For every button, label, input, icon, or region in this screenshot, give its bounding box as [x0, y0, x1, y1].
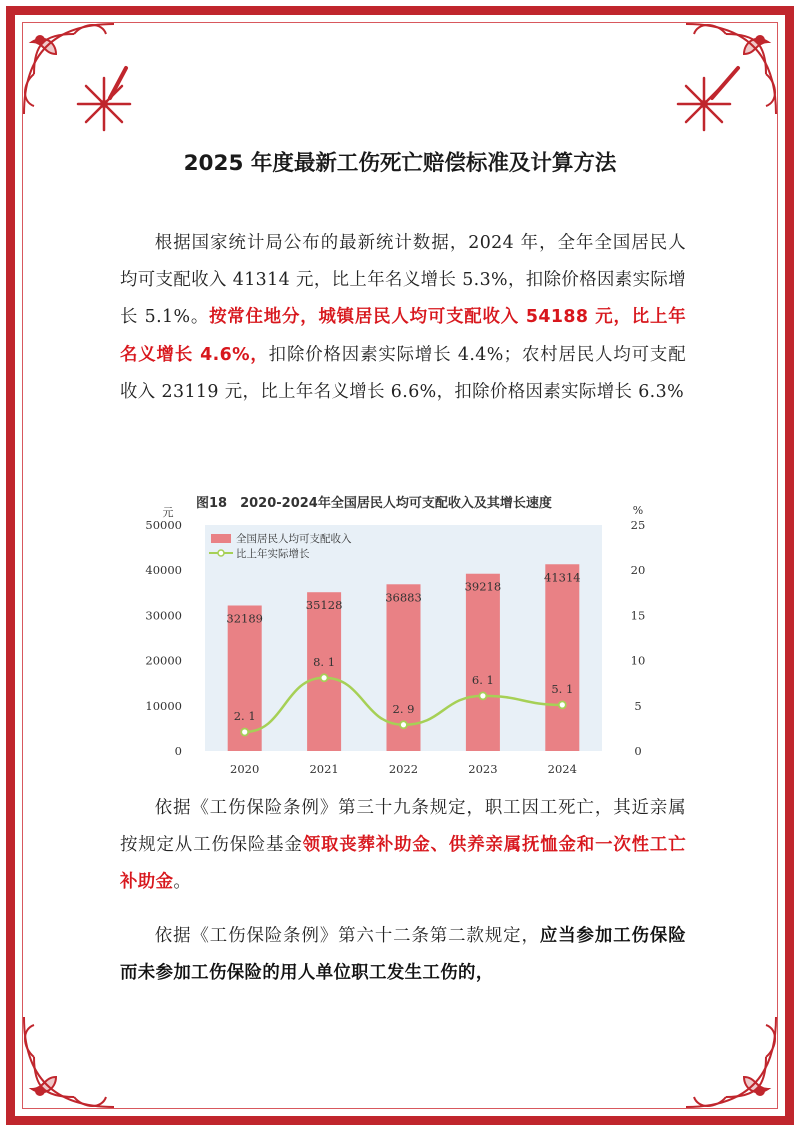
highlight-text: 领取丧葬补助金、供养亲属抚恤金和一次性工亡补助金	[120, 835, 686, 893]
x-tick-label: 2021	[309, 762, 339, 776]
firework-icon-left	[64, 64, 144, 144]
bar-value-label: 39218	[464, 579, 502, 594]
x-tick-label: 2024	[547, 762, 577, 776]
legend-bar-swatch	[211, 534, 231, 543]
left-tick-label: 50000	[145, 518, 182, 532]
growth-value-label: 8. 1	[313, 654, 336, 669]
growth-point-2021	[321, 674, 328, 681]
highlight-text: 按常住地分，城镇居民人均可支配收入 54188 元，比上年名义增长 4.6%，	[120, 307, 686, 365]
right-tick-label: 15	[630, 608, 646, 623]
x-tick-label: 2020	[230, 762, 260, 776]
firework-icon-right	[664, 64, 744, 144]
right-tick-label: 0	[634, 744, 642, 758]
right-axis-unit: %	[632, 504, 644, 517]
right-tick-label: 5	[634, 698, 642, 713]
growth-value-label: 5. 1	[551, 681, 574, 696]
paragraph-regulation-39	[120, 790, 686, 902]
left-tick-label: 20000	[145, 653, 182, 668]
bar-value-label: 41314	[544, 570, 581, 585]
bar-value-label: 36883	[385, 590, 422, 605]
chart-caption: 图18 2020-2024年全国居民人均可支配收入及其增长速度	[196, 496, 552, 511]
bar-value-label: 35128	[305, 598, 343, 613]
bar-2024	[545, 564, 579, 751]
paragraph-income-stats	[120, 225, 686, 411]
growth-point-2020	[241, 729, 248, 736]
right-tick-label: 25	[630, 518, 646, 532]
legend-line-marker	[218, 550, 224, 556]
growth-value-label: 2. 9	[392, 701, 415, 716]
bold-text: 应当参加工伤保险而未参加工伤保险的用人单位职工发生工伤的，	[120, 926, 687, 984]
growth-point-2023	[479, 692, 486, 699]
bar-value-label: 32189	[226, 611, 263, 626]
right-tick-label: 20	[630, 563, 646, 578]
growth-point-2022	[400, 721, 407, 728]
growth-value-label: 2. 1	[233, 709, 256, 724]
growth-point-2024	[559, 701, 566, 708]
paragraph-regulation-62	[120, 918, 686, 992]
left-tick-label: 0	[174, 744, 182, 758]
paragraph-text: 。	[173, 872, 192, 893]
paragraph-text: 扣除价格因素实际增长 4.4%；农村居民人均可支配收入 23119 元，比上年名义增长 6.6%，扣除价格因素实际增长 6.3%	[120, 344, 686, 402]
left-tick-label: 30000	[145, 608, 182, 623]
paragraph-text: 根据国家统计局公布的最新统计数据，2024 年，全年全国居民人均可支配收入 41314 元，比上年名义增长 5.3%，扣除价格因素实际增长 5.1%。	[120, 233, 686, 328]
paragraph-text: 依据《工伤保险条例》第六十二条第二款规定，	[154, 926, 540, 946]
corner-ornament-bottom-right	[666, 997, 786, 1117]
corner-ornament-bottom-left	[14, 997, 134, 1117]
bar-2023	[466, 574, 500, 751]
x-tick-label: 2022	[388, 762, 419, 776]
legend-line-label: 比上年实际增长	[236, 548, 310, 560]
left-tick-label: 10000	[145, 698, 182, 713]
page-title: 2025 年度最新工伤死亡赔偿标准及计算方法	[183, 151, 617, 176]
left-tick-label: 40000	[145, 563, 182, 578]
growth-value-label: 6. 1	[471, 672, 494, 687]
income-chart	[145, 500, 660, 785]
right-tick-label: 10	[630, 653, 646, 668]
paragraph-text: 依据《工伤保险条例》第三十九条规定，职工因工死亡，其近亲属按规定从工伤保险基金	[120, 798, 686, 856]
left-axis-unit: 元	[162, 506, 174, 519]
legend-bar-label: 全国居民人均可支配收入	[236, 533, 352, 545]
x-tick-label: 2023	[468, 762, 498, 776]
bar-2021	[307, 592, 341, 751]
